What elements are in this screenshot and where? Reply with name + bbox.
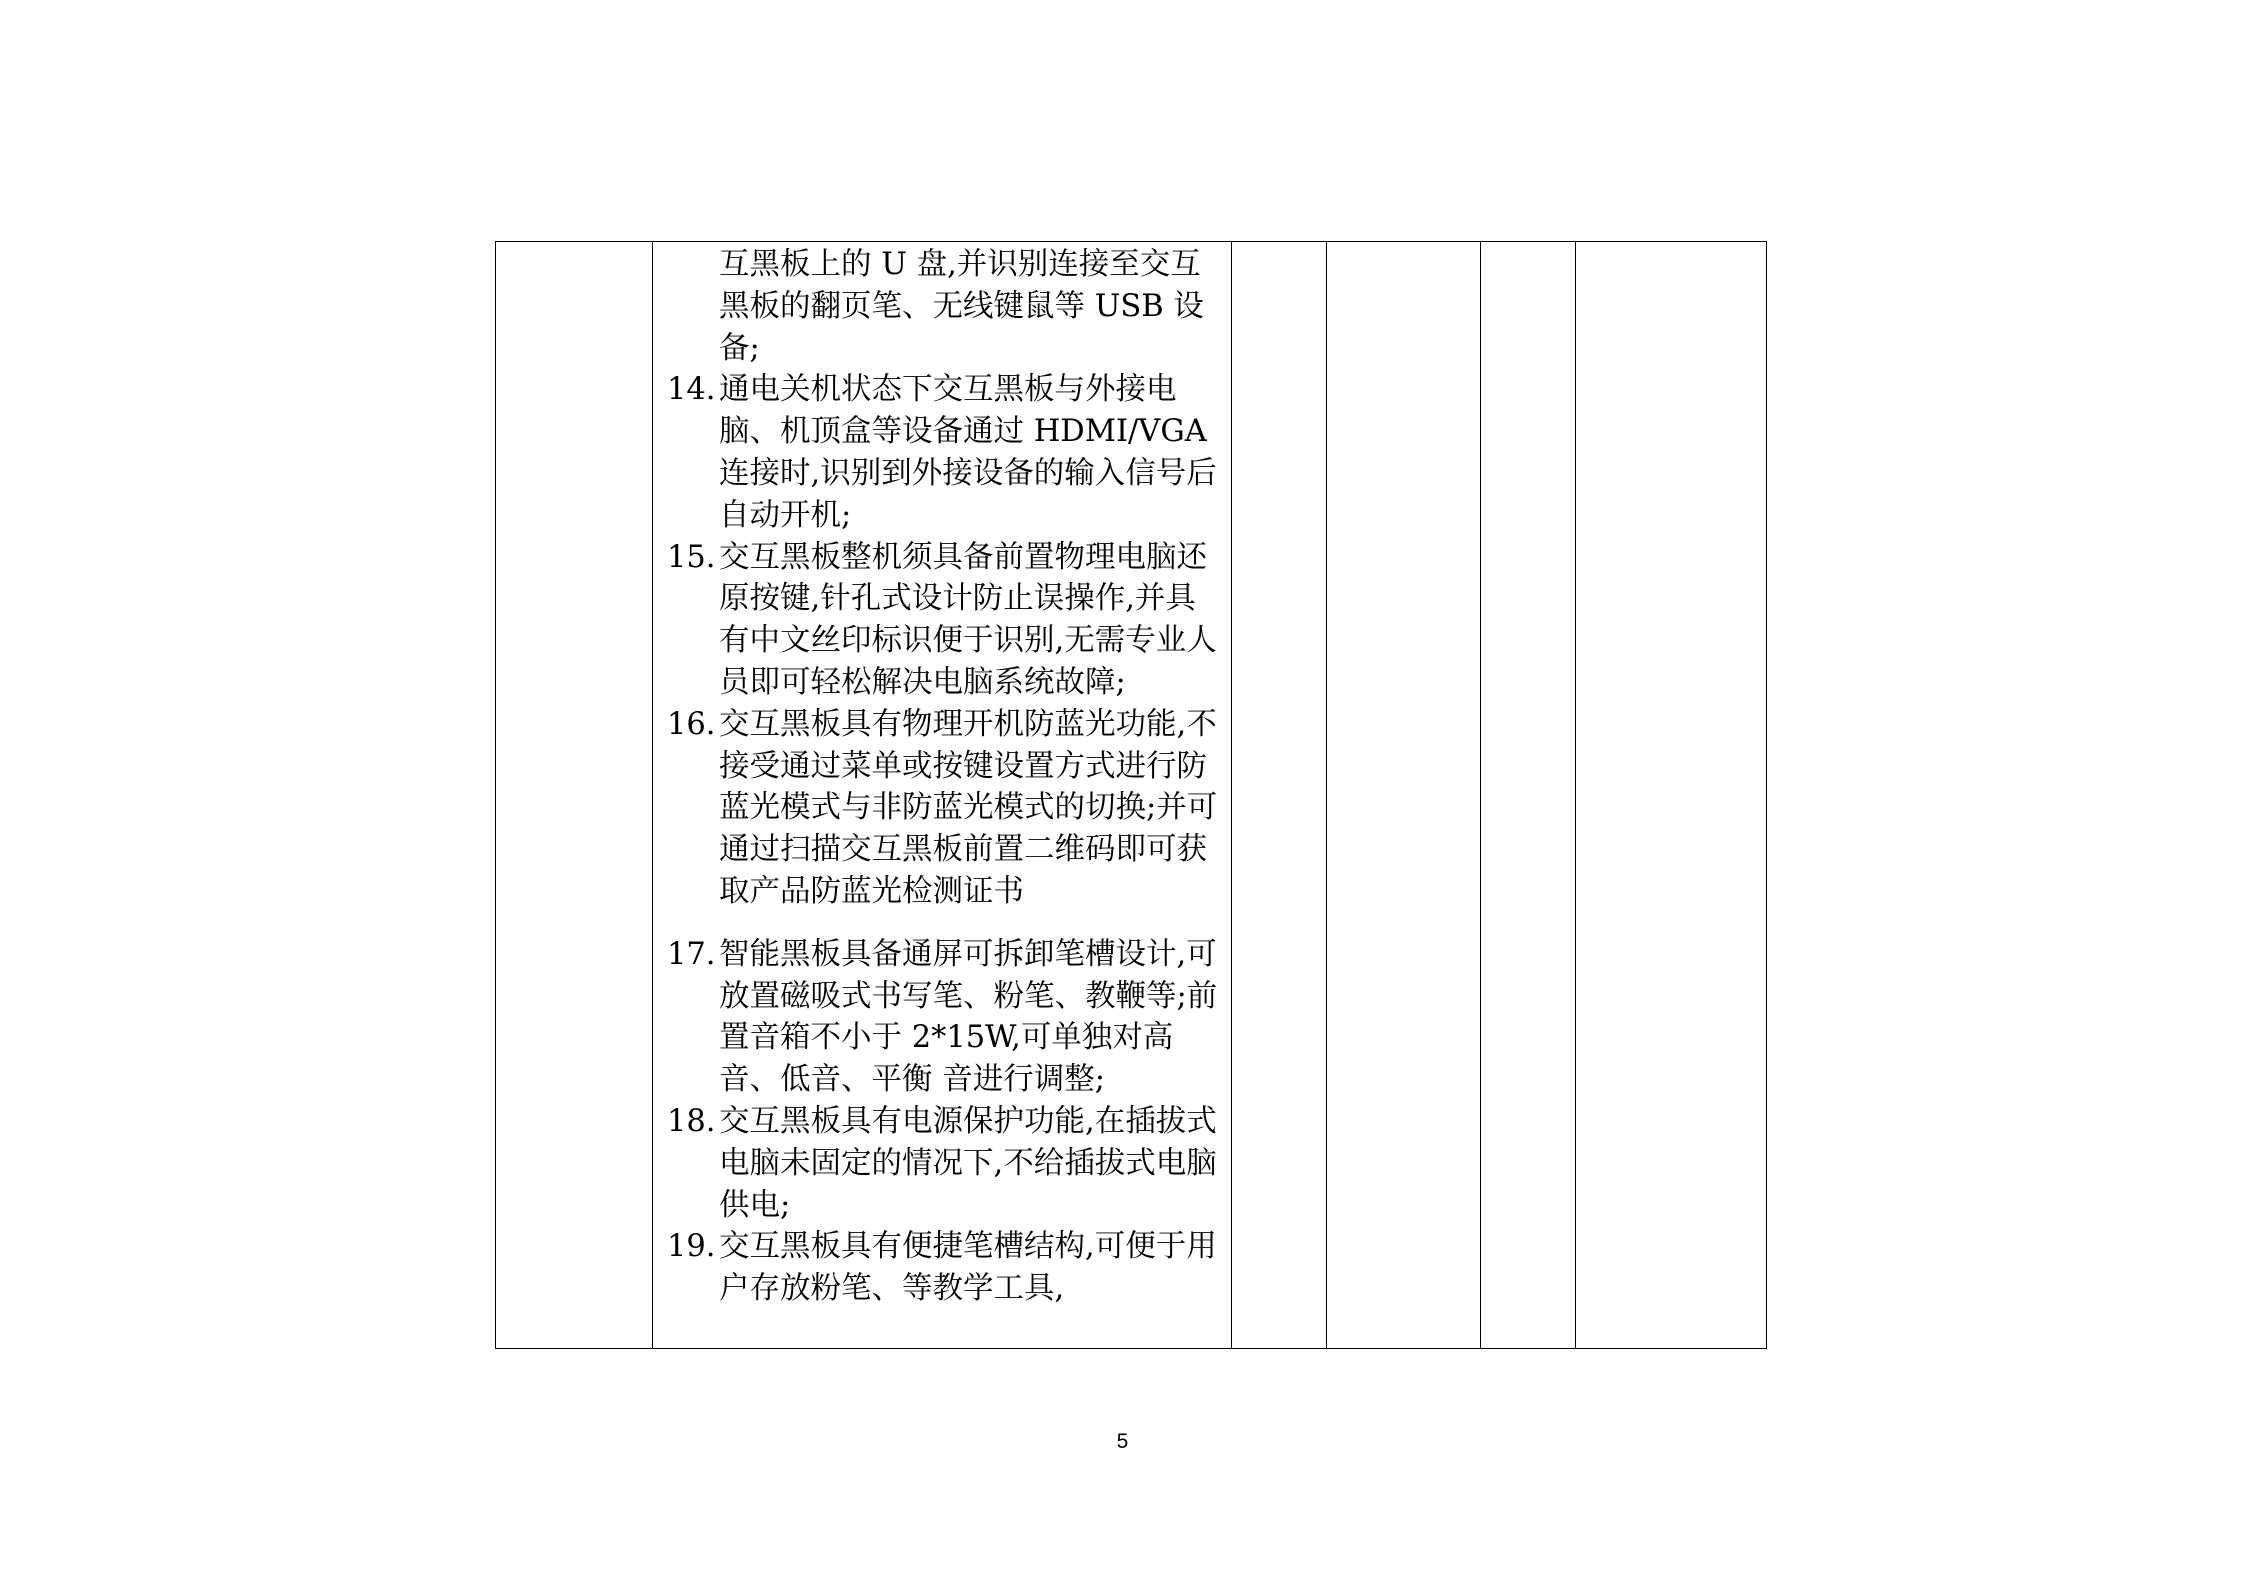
requirement-text: 交互黑板整机须具备前置物理电脑还原按键,针孔式设计防止误操作,并具有中文丝印标识便于识别,无需专业人员即可轻松解决电脑系统故障; xyxy=(719,539,1217,700)
empty-cell xyxy=(1232,242,1327,1349)
list-item xyxy=(653,537,1231,704)
list-item xyxy=(653,1101,1231,1226)
requirement-text: 智能黑板具备通屏可拆卸笔槽设计,可放置磁吸式书写笔、粉笔、教鞭等;前置音箱不小于 2*15W,可单独对高音、低音、平衡 音进行调整; xyxy=(719,936,1218,1098)
list-item xyxy=(653,244,1231,369)
empty-cell xyxy=(1481,242,1576,1349)
index-cell xyxy=(496,242,653,1349)
item-number: 16. xyxy=(667,706,716,742)
empty-cell xyxy=(1576,242,1767,1349)
item-number: 17. xyxy=(667,936,716,972)
requirement-text: 交互黑板具有电源保护功能,在插拔式电脑未固定的情况下,不给插拔式电脑供电; xyxy=(719,1103,1217,1223)
requirement-text: 交互黑板具有物理开机防蓝光功能,不接受通过菜单或按键设置方式进行防蓝光模式与非防蓝光模式的切换;并可通过扫描交互黑板前置二维码即可获取产品防蓝光检测证书 xyxy=(719,706,1218,909)
list-item xyxy=(653,934,1231,1101)
empty-cell xyxy=(1327,242,1481,1349)
requirements-cell xyxy=(653,242,1232,1349)
table-row xyxy=(496,242,1767,1349)
page-number: 5 xyxy=(1116,1430,1129,1453)
item-number: 15. xyxy=(667,539,716,575)
requirement-text: 互黑板上的 U 盘,并识别连接至交互黑板的翻页笔、无线键鼠等 USB 设备; xyxy=(719,247,1204,366)
requirement-text: 交互黑板具有便捷笔槽结构,可便于用户存放粉笔、等教学工具, xyxy=(719,1229,1217,1307)
list-item xyxy=(653,369,1231,536)
item-number: 14. xyxy=(667,372,716,408)
list-item xyxy=(653,704,1231,913)
item-number: 18. xyxy=(667,1103,716,1139)
item-number: 19. xyxy=(667,1229,716,1265)
list-item xyxy=(653,1226,1231,1310)
spec-table xyxy=(495,241,1767,1349)
requirement-text: 通电关机状态下交互黑板与外接电脑、机顶盒等设备通过 HDMI/VGA 连接时,识别到外接设备的输入信号后自动开机; xyxy=(719,372,1217,533)
